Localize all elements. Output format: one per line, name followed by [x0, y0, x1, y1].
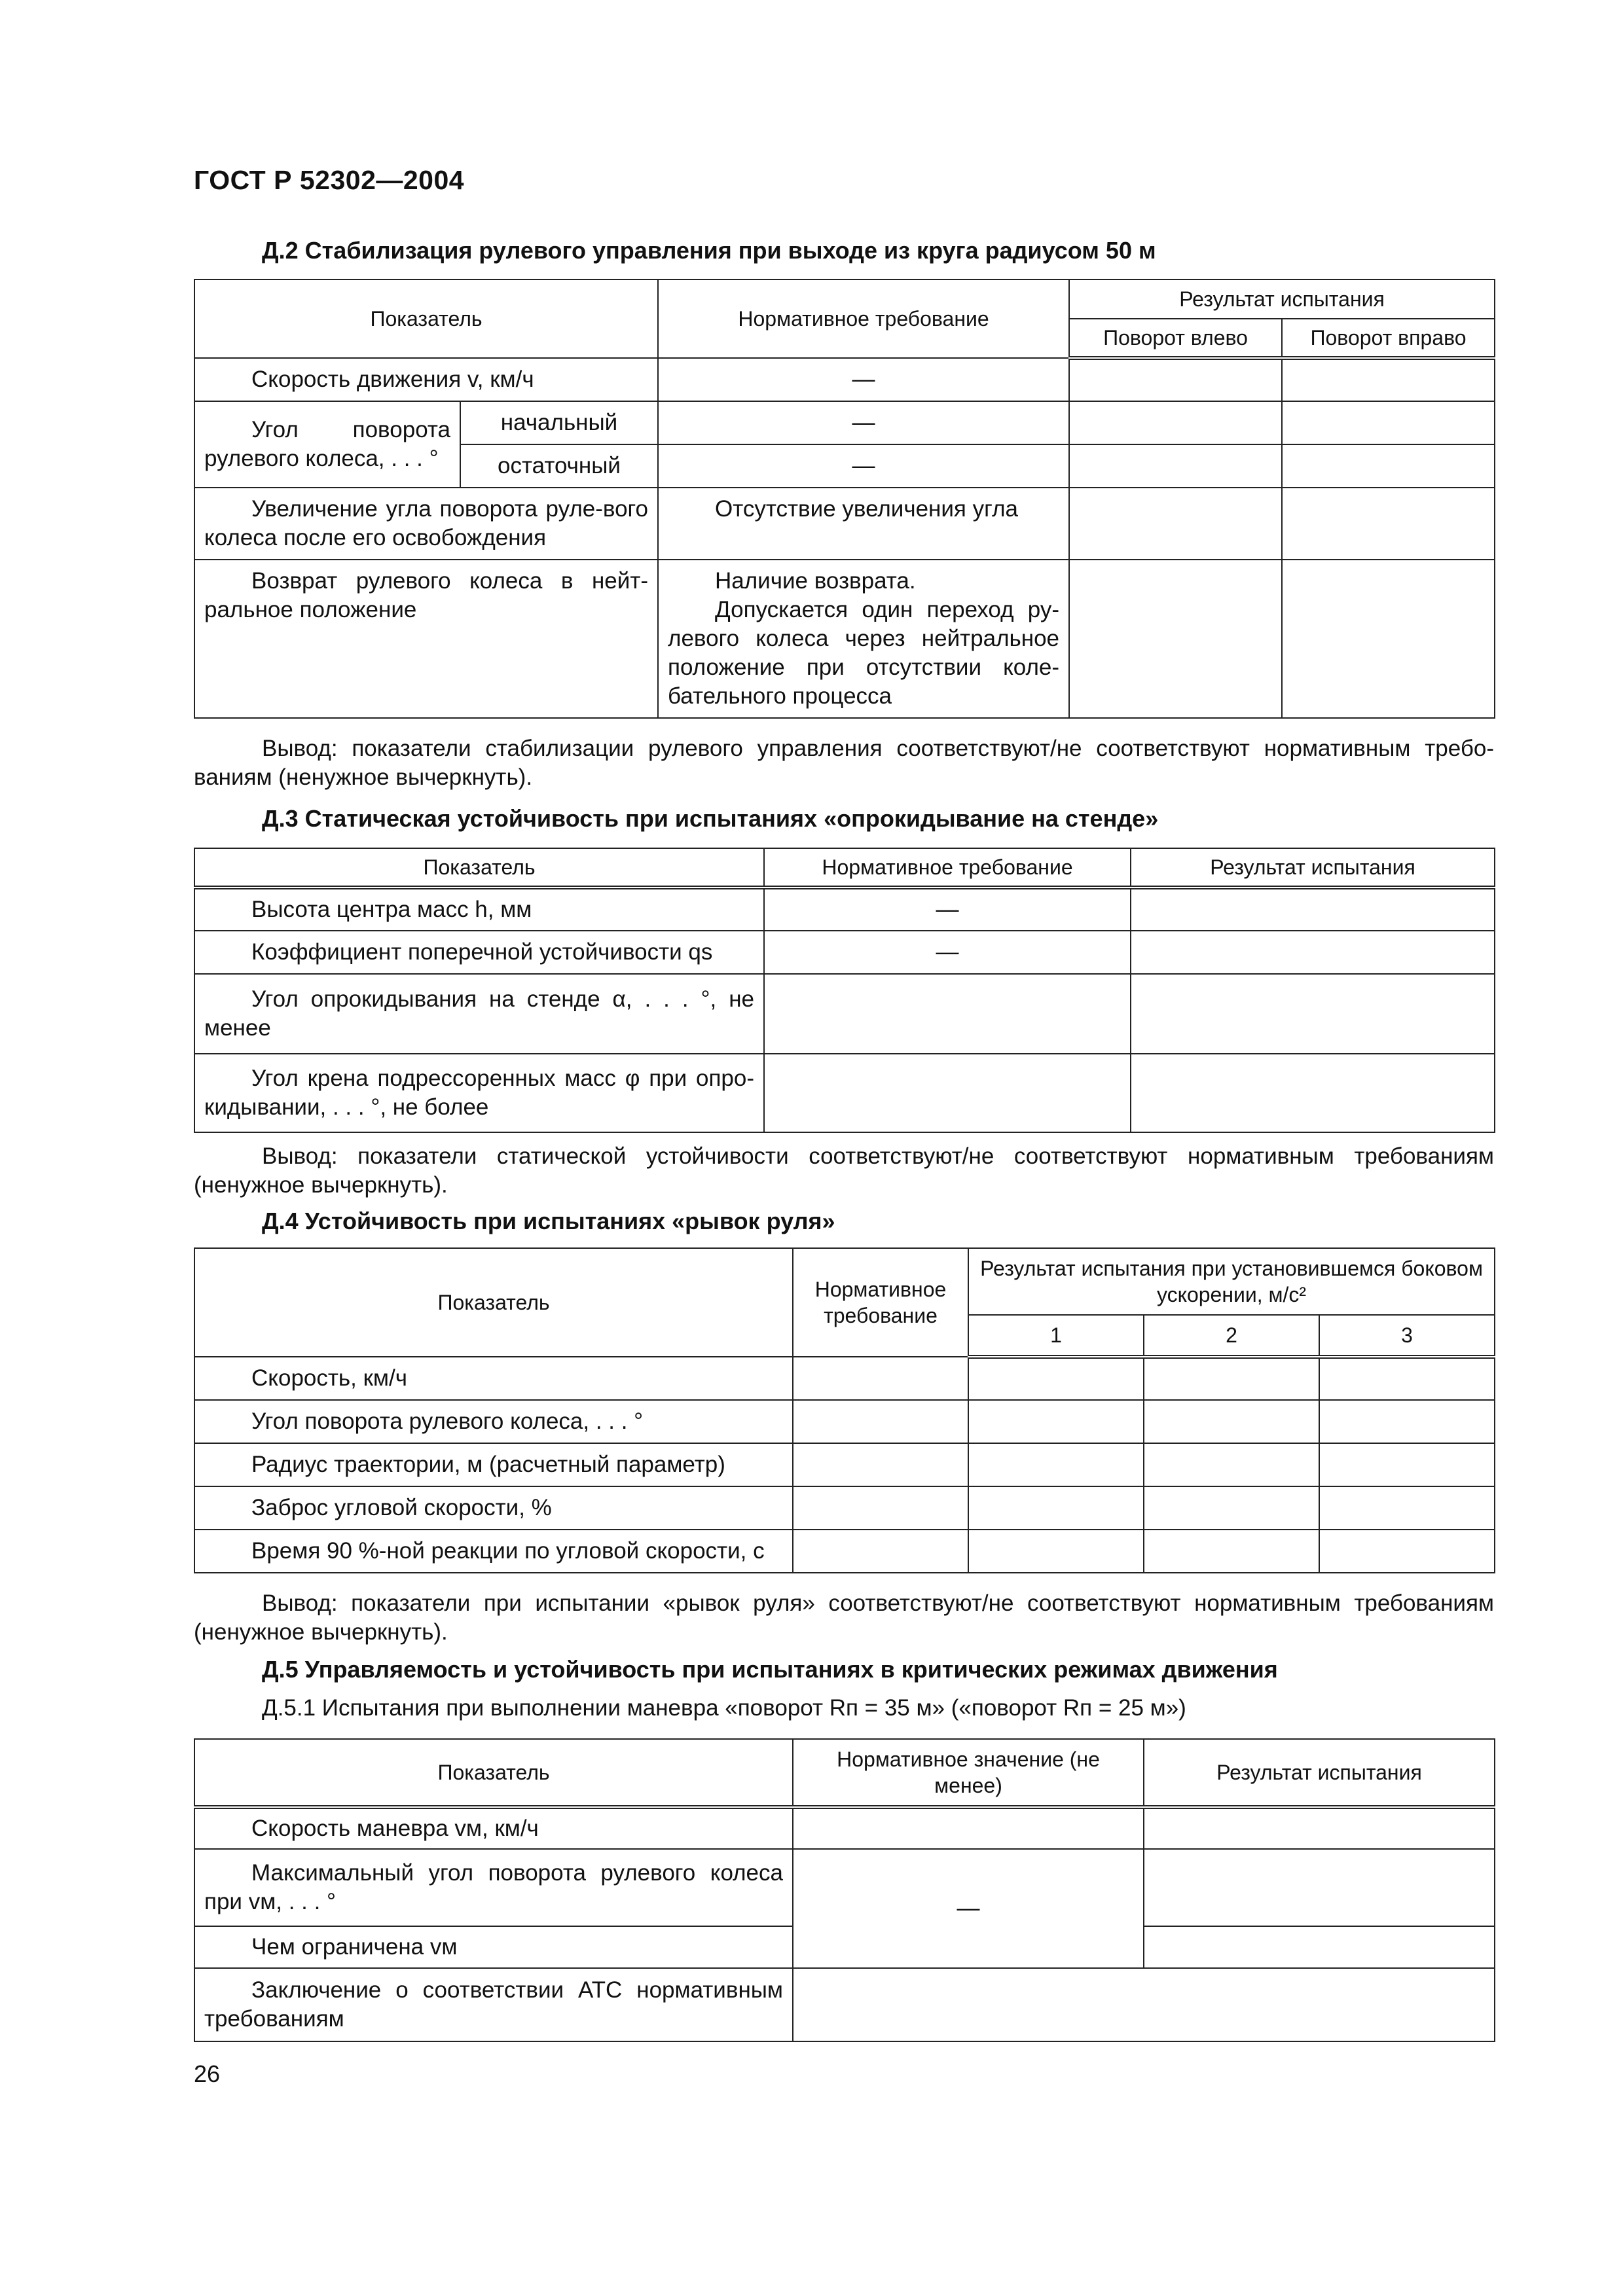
- result-cell: [1319, 1443, 1495, 1486]
- result-cell: [1069, 560, 1282, 718]
- requirement-line: Допускается один переход ру-левого колеса через нейтральное положение при отсутствии коле-бательного процесса: [668, 597, 1060, 709]
- requirement-cell: [658, 560, 1069, 718]
- row-label: Скорость маневра vм, км/ч: [194, 1807, 793, 1849]
- page-number: 26: [194, 2060, 221, 2087]
- table-row: [194, 1486, 1495, 1530]
- col-header-accel-3: 3: [1319, 1315, 1495, 1357]
- result-cell: [1144, 1486, 1319, 1530]
- result-cell: [1131, 888, 1495, 931]
- requirement-line: Наличие возврата.: [715, 568, 916, 594]
- result-cell: [1069, 358, 1282, 401]
- table-row: [194, 1443, 1495, 1486]
- row-label: Угол опрокидывания на стенде α, . . . °, не менее: [194, 974, 764, 1054]
- row-label: Скорость, км/ч: [194, 1357, 793, 1400]
- result-cell: [1069, 401, 1282, 444]
- col-header-indicator: Показатель: [194, 1248, 793, 1357]
- table-row: [194, 888, 1495, 931]
- row-label: Заброс угловой скорости, %: [194, 1486, 793, 1530]
- col-header-turn-right: Поворот вправо: [1282, 319, 1495, 358]
- document-code: ГОСТ Р 52302—2004: [194, 165, 465, 195]
- row-label: Максимальный угол поворота рулевого колеса при vм, . . . °: [194, 1849, 793, 1926]
- row-label: Заключение о соответствии АТС нормативным требованиям: [194, 1968, 793, 2041]
- conclusion-cell: [793, 1968, 1495, 2041]
- requirement-cell: —: [764, 888, 1131, 931]
- result-cell: [1319, 1530, 1495, 1573]
- result-cell: [1131, 974, 1495, 1054]
- result-cell: [1282, 358, 1495, 401]
- requirement-cell: Отсутствие увеличения угла: [658, 488, 1069, 560]
- requirement-cell: [793, 1443, 968, 1486]
- row-label-line: рулевого колеса, . . . °: [204, 446, 439, 471]
- value-cell: —: [793, 1849, 1144, 1968]
- result-cell: [1144, 1807, 1495, 1849]
- result-cell: [1144, 1849, 1495, 1926]
- requirement-cell: [793, 1357, 968, 1400]
- row-label: Увеличение угла поворота руле-вого колеса после его освобождения: [194, 488, 658, 560]
- conclusion-d2: Вывод: показатели стабилизации рулевого управления соответствуют/не соответствуют нормативным требо-ваниям (ненужное вычеркнуть).: [194, 736, 1494, 790]
- result-cell: [1282, 401, 1495, 444]
- result-cell: [968, 1357, 1144, 1400]
- col-header-result: Результат испытания: [1069, 279, 1495, 319]
- table-row: [194, 560, 1495, 718]
- result-cell: [1282, 488, 1495, 560]
- row-label-steering-angle: [194, 401, 460, 488]
- requirement-cell: —: [658, 401, 1069, 444]
- result-cell: [1069, 488, 1282, 560]
- table-d5: [194, 1738, 1495, 2042]
- table-row: [194, 358, 1495, 401]
- result-cell: [1144, 1443, 1319, 1486]
- result-cell: [968, 1400, 1144, 1443]
- section-d4-title: Д.4 Устойчивость при испытаниях «рывок руля»: [262, 1208, 835, 1234]
- col-header-result: Результат испытания: [1131, 848, 1495, 888]
- col-header-indicator: Показатель: [194, 1739, 793, 1807]
- row-label: Возврат рулевого колеса в нейт-ральное положение: [194, 560, 658, 718]
- col-header-accel-2: 2: [1144, 1315, 1319, 1357]
- value-cell: [793, 1807, 1144, 1849]
- table-d2: [194, 279, 1495, 719]
- result-cell: [1144, 1926, 1495, 1968]
- section-d3-title: Д.3 Статическая устойчивость при испытаниях «опрокидывание на стенде»: [262, 805, 1159, 832]
- table-row: [194, 1054, 1495, 1132]
- col-header-indicator: Показатель: [194, 279, 658, 358]
- row-label: Угол крена подрессоренных масс φ при опро-кидывании, . . . °, не более: [194, 1054, 764, 1132]
- result-cell: [1144, 1357, 1319, 1400]
- result-cell: [1069, 444, 1282, 488]
- requirement-cell: [793, 1530, 968, 1573]
- table-row: [194, 401, 1495, 444]
- conclusion-d3: Вывод: показатели статической устойчивости соответствуют/не соответствуют нормативным требованиям (ненужное вычеркнуть).: [194, 1143, 1494, 1198]
- sub-label: начальный: [460, 401, 658, 444]
- result-cell: [968, 1486, 1144, 1530]
- table-row: [194, 1849, 1495, 1926]
- requirement-cell: [793, 1400, 968, 1443]
- result-cell: [1282, 560, 1495, 718]
- row-label: Коэффициент поперечной устойчивости qs: [194, 931, 764, 974]
- row-label-line: Угол поворота: [251, 417, 450, 442]
- table-row: [194, 1357, 1495, 1400]
- col-header-indicator: Показатель: [194, 848, 764, 888]
- section-d5-title: Д.5 Управляемость и устойчивость при испытаниях в критических режимах движения: [262, 1656, 1278, 1683]
- row-label: Скорость движения v, км/ч: [194, 358, 658, 401]
- row-label: Радиус траектории, м (расчетный параметр): [194, 1443, 793, 1486]
- col-header-result: Результат испытания при установившемся боковом ускорении, м/с²: [968, 1248, 1495, 1315]
- table-row: [194, 1807, 1495, 1849]
- table-row: [194, 1968, 1495, 2041]
- row-label: Чем ограничена vм: [194, 1926, 793, 1968]
- result-cell: [968, 1443, 1144, 1486]
- requirement-cell: [793, 1486, 968, 1530]
- row-label: Высота центра масс h, мм: [194, 888, 764, 931]
- result-cell: [1282, 444, 1495, 488]
- table-row: [194, 931, 1495, 974]
- col-header-accel-1: 1: [968, 1315, 1144, 1357]
- requirement-cell: [764, 974, 1131, 1054]
- result-cell: [1319, 1357, 1495, 1400]
- result-cell: [968, 1530, 1144, 1573]
- row-label: Угол поворота рулевого колеса, . . . °: [194, 1400, 793, 1443]
- requirement-cell: —: [658, 358, 1069, 401]
- table-d3: [194, 848, 1495, 1133]
- col-header-requirement: Нормативное требование: [793, 1248, 968, 1357]
- sub-label: остаточный: [460, 444, 658, 488]
- result-cell: [1131, 931, 1495, 974]
- table-row: [194, 1530, 1495, 1573]
- result-cell: [1131, 1054, 1495, 1132]
- col-header-requirement: Нормативное требование: [764, 848, 1131, 888]
- col-header-requirement: Нормативное требование: [658, 279, 1069, 358]
- table-row: [194, 974, 1495, 1054]
- result-cell: [1319, 1400, 1495, 1443]
- col-header-normative-value: Нормативное значение (не менее): [793, 1739, 1144, 1807]
- col-header-result: Результат испытания: [1144, 1739, 1495, 1807]
- requirement-cell: [764, 1054, 1131, 1132]
- requirement-cell: —: [658, 444, 1069, 488]
- result-cell: [1144, 1530, 1319, 1573]
- section-d2-title: Д.2 Стабилизация рулевого управления при выходе из круга радиусом 50 м: [262, 237, 1156, 264]
- table-row: [194, 1400, 1495, 1443]
- table-d4: [194, 1247, 1495, 1573]
- result-cell: [1319, 1486, 1495, 1530]
- subsection-d5-1-title: Д.5.1 Испытания при выполнении маневра «поворот Rп = 35 м» («поворот Rп = 25 м»): [262, 1695, 1186, 1721]
- table-row: [194, 488, 1495, 560]
- result-cell: [1144, 1400, 1319, 1443]
- col-header-turn-left: Поворот влево: [1069, 319, 1282, 358]
- conclusion-d4: Вывод: показатели при испытании «рывок руля» соответствуют/не соответствуют нормативным требованиям (ненужное вычеркнуть).: [194, 1590, 1494, 1645]
- requirement-cell: —: [764, 931, 1131, 974]
- row-label: Время 90 %-ной реакции по угловой скорости, с: [194, 1530, 793, 1573]
